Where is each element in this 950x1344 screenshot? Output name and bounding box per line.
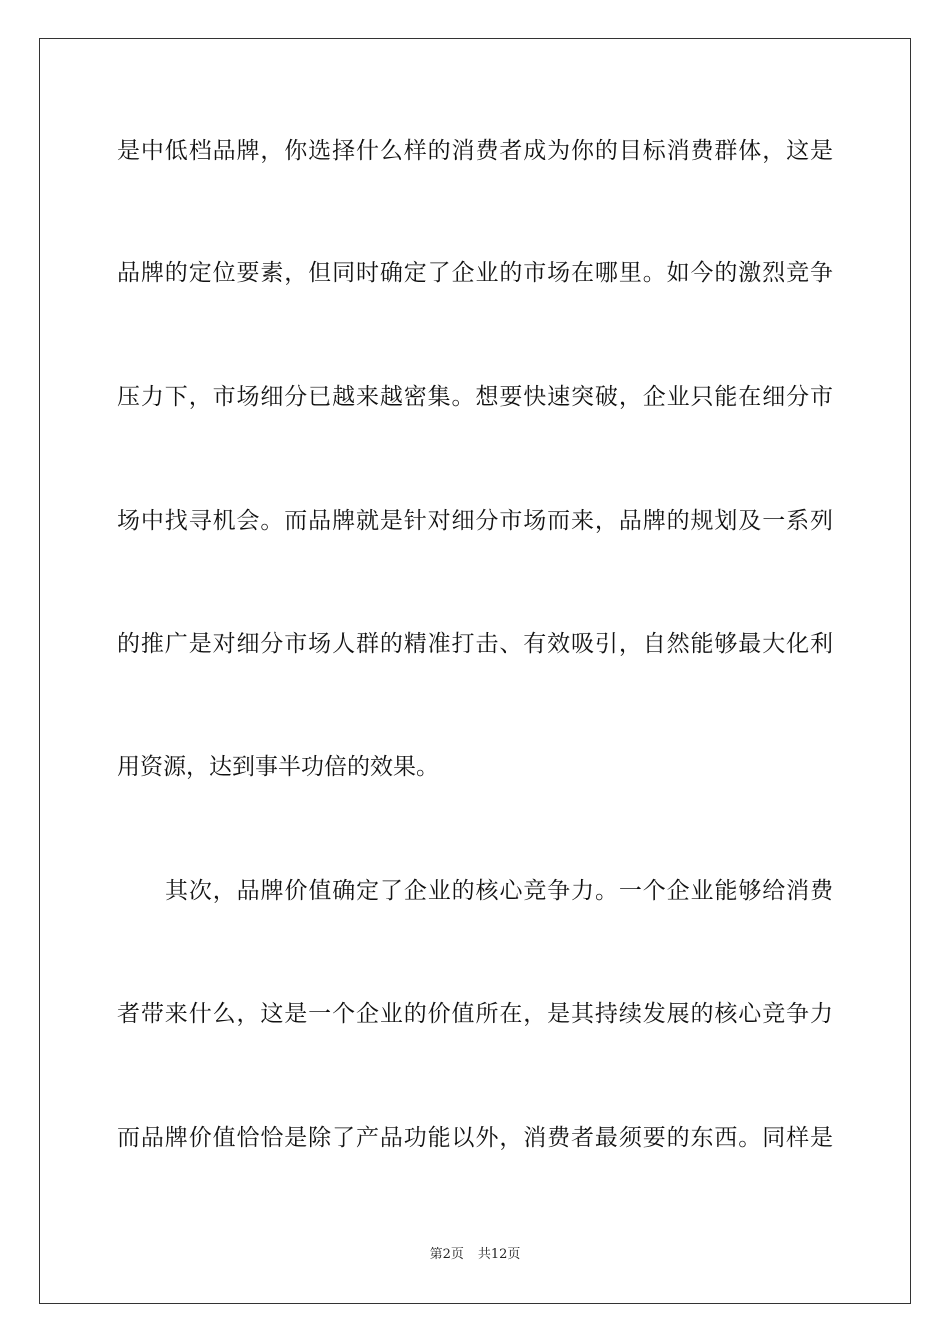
body-line-2: 品牌的定位要素，但同时确定了企业的市场在哪里。如今的激烈竞争 bbox=[117, 260, 833, 286]
body-line-5: 的推广是对细分市场人群的精准打击、有效吸引，自然能够最大化利 bbox=[117, 631, 833, 657]
total-pages: 共12页 bbox=[477, 1247, 521, 1262]
page-number: 第2页 bbox=[429, 1247, 464, 1262]
body-line-3: 压力下，市场细分已越来越密集。想要快速突破，企业只能在细分市 bbox=[117, 384, 833, 410]
body-line-9: 而品牌价值恰恰是除了产品功能以外，消费者最须要的东西。同样是 bbox=[117, 1125, 833, 1151]
page-footer bbox=[0, 1246, 950, 1264]
body-line-6: 用资源，达到事半功倍的效果。 bbox=[117, 754, 439, 780]
page-frame bbox=[39, 38, 911, 1304]
body-line-4: 场中找寻机会。而品牌就是针对细分市场而来，品牌的规划及一系列 bbox=[117, 508, 833, 534]
paragraph-start-line: 其次，品牌价值确定了企业的核心竞争力。一个企业能够给消费 bbox=[165, 878, 833, 904]
body-line-8: 者带来什么，这是一个企业的价值所在，是其持续发展的核心竞争力 bbox=[117, 1001, 833, 1027]
body-line-1: 是中低档品牌，你选择什么样的消费者成为你的目标消费群体，这是 bbox=[117, 138, 833, 164]
